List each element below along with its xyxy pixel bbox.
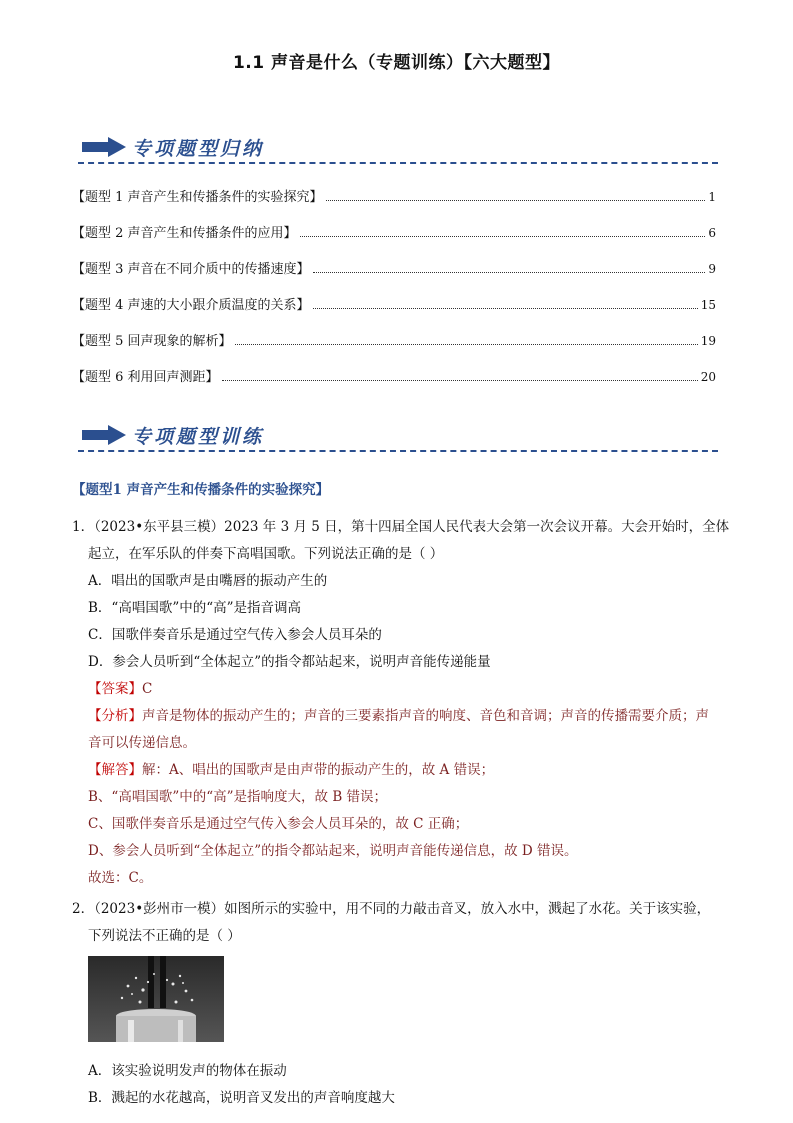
analysis-text: 声音是物体的振动产生的；声音的三要素指声音的响度、音色和音调；声音的传播需要介质；声 <box>142 708 709 724</box>
question-stem-continued: 下列说法不正确的是（ ） <box>88 928 241 944</box>
option-c: C．国歌伴奏音乐是通过空气传入参会人员耳朵的 <box>88 627 382 643</box>
toc-leader <box>313 298 698 309</box>
analysis-label: 【分析】 <box>88 708 142 724</box>
dashed-divider <box>78 450 718 452</box>
tuning-fork-water-photo <box>88 956 224 1042</box>
solution-text: 解：A、唱出的国歌声是由声带的振动产生的，故 A 错误； <box>142 762 495 778</box>
toc-leader <box>222 370 698 381</box>
toc-label: 【题型 3 声音在不同介质中的传播速度】 <box>72 262 310 277</box>
option-b: B．溅起的水花越高，说明音叉发出的声音响度越大 <box>88 1090 395 1106</box>
toc-page-number: 20 <box>700 370 716 384</box>
question-2 <box>72 896 732 1112</box>
answer-row <box>72 676 732 703</box>
toc-row[interactable] <box>72 258 716 294</box>
toc-page-number: 9 <box>708 262 716 276</box>
analysis-row <box>72 703 732 730</box>
toc-page-number: 1 <box>708 190 716 204</box>
toc-row[interactable] <box>72 366 716 402</box>
toc-label: 【题型 1 声音产生和传播条件的实验探究】 <box>72 190 323 205</box>
option-a: A．唱出的国歌声是由嘴唇的振动产生的 <box>88 573 328 589</box>
solution-row <box>72 757 732 784</box>
option-d: D．参会人员听到“全体起立”的指令都站起来，说明声音能传递能量 <box>88 654 491 670</box>
toc-label: 【题型 6 利用回声测距】 <box>72 370 219 385</box>
solution-line: D、参会人员听到“全体起立”的指令都站起来，说明声音能传递信息，故 D 错误。 <box>88 843 578 859</box>
solution-line: B、“高唱国歌”中的“高”是指响度大，故 B 错误； <box>88 789 388 805</box>
toc-leader <box>235 334 698 345</box>
toc-leader <box>313 262 706 273</box>
question-1 <box>72 514 732 892</box>
table-of-contents <box>72 186 716 402</box>
toc-label: 【题型 4 声速的大小跟介质温度的关系】 <box>72 298 310 313</box>
question-stem: 2．（2023•彭州市一模）如图所示的实验中，用不同的力敲击音叉，放入水中，溅起了水花。关于该实验， <box>72 901 711 917</box>
option-b: B．“高唱国歌”中的“高”是指音调高 <box>88 600 302 616</box>
toc-label: 【题型 5 回声现象的解析】 <box>72 334 232 349</box>
toc-leader <box>300 226 706 237</box>
toc-page-number: 15 <box>700 298 716 312</box>
toc-leader <box>326 190 706 201</box>
question-stem-continued: 起立，在军乐队的伴奏下高唱国歌。下列说法正确的是（ ） <box>88 546 444 562</box>
solution-label: 【解答】 <box>88 762 142 778</box>
section-banner-label: 专项题型归纳 <box>132 138 265 160</box>
toc-row[interactable] <box>72 294 716 330</box>
toc-page-number: 19 <box>700 334 716 348</box>
page-title: 1.1 声音是什么（专题训练）【六大题型】 <box>232 53 561 73</box>
toc-row[interactable] <box>72 186 716 222</box>
analysis-text-continued: 音可以传递信息。 <box>88 735 196 751</box>
right-arrow-icon <box>82 137 126 157</box>
answer-value: C <box>142 681 153 697</box>
section-banner-label: 专项题型训练 <box>132 426 265 448</box>
question-stem: 1．（2023•东平县三模）2023 年 3 月 5 日，第十四届全国人民代表大会第一次会议开幕。大会开始时，全体 <box>72 519 730 535</box>
solution-line: C、国歌伴奏音乐是通过空气传入参会人员耳朵的，故 C 正确； <box>88 816 469 832</box>
toc-label: 【题型 2 声音产生和传播条件的应用】 <box>72 226 297 241</box>
question-type-heading: 【题型1 声音产生和传播条件的实验探究】 <box>72 482 330 498</box>
option-a: A．该实验说明发声的物体在振动 <box>88 1063 287 1079</box>
section-banner-training <box>78 418 718 452</box>
dashed-divider <box>78 162 718 164</box>
solution-line: 故选：C。 <box>88 870 153 886</box>
right-arrow-icon <box>82 425 126 445</box>
section-banner-toc <box>78 130 718 164</box>
toc-row[interactable] <box>72 222 716 258</box>
answer-label: 【答案】 <box>88 681 142 697</box>
question-content <box>72 478 732 1112</box>
toc-row[interactable] <box>72 330 716 366</box>
toc-page-number: 6 <box>708 226 716 240</box>
